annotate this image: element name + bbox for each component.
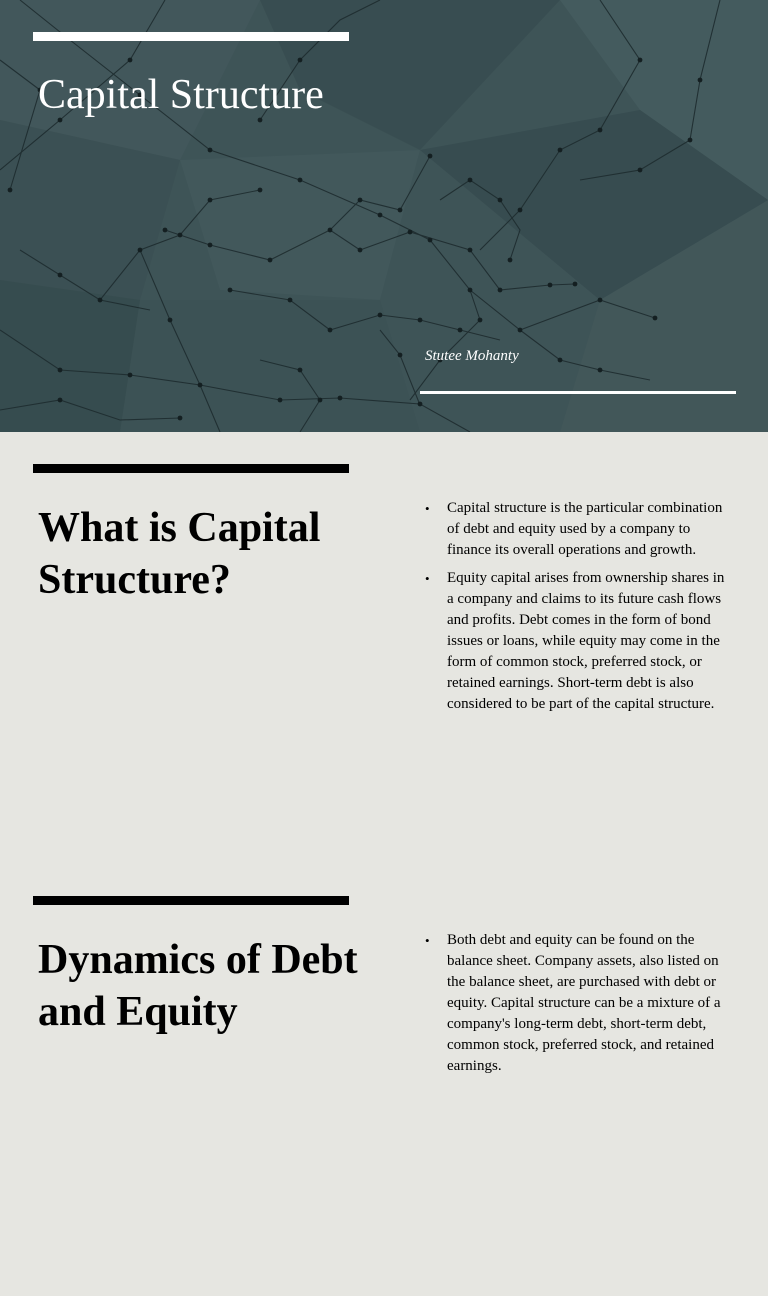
heading-rule <box>33 464 349 473</box>
bullet-glyph: • <box>425 571 430 586</box>
bullet-item <box>425 498 731 561</box>
bullet-list <box>425 498 731 722</box>
title-slide <box>0 0 768 432</box>
bullet-text: Both debt and equity can be found on the balance sheet. Company assets, also listed on the balance sheet, are purchased with debt or equity. Capital structure can be a mixture of a company's long-term debt, short-term debt, common stock, preferred stock, and retained earnings. <box>447 932 721 1074</box>
author-underline-rule <box>420 391 736 394</box>
heading-rule <box>33 896 349 905</box>
bullet-glyph: • <box>425 933 430 948</box>
bullet-item <box>425 930 731 1077</box>
slide-heading: Dynamics of Debt and Equity <box>38 937 358 1035</box>
slide-what-is-capital-structure <box>0 432 768 864</box>
presentation-title: Capital Structure <box>38 72 324 118</box>
slide-heading: What is Capital Structure? <box>38 505 321 603</box>
slide-dynamics-of-debt-and-equity <box>0 864 768 1296</box>
bullet-text: Capital structure is the particular combination of debt and equity used by a company to finance its overall operations and growth. <box>447 500 723 558</box>
presentation-author: Stutee Mohanty <box>425 348 519 364</box>
bullet-glyph: • <box>425 501 430 516</box>
bullet-text: Equity capital arises from ownership shares in a company and claims to its future cash flows and profits. Debt comes in the form of bond issues or loans, while equity may come in the form of common stock, preferred stock, or retained earnings. Short-term debt is also considered to be part of the capital structure. <box>447 570 725 712</box>
title-top-rule <box>33 32 349 41</box>
bullet-item <box>425 568 731 715</box>
network-background-graphic <box>0 0 768 432</box>
bullet-list <box>425 930 731 1084</box>
